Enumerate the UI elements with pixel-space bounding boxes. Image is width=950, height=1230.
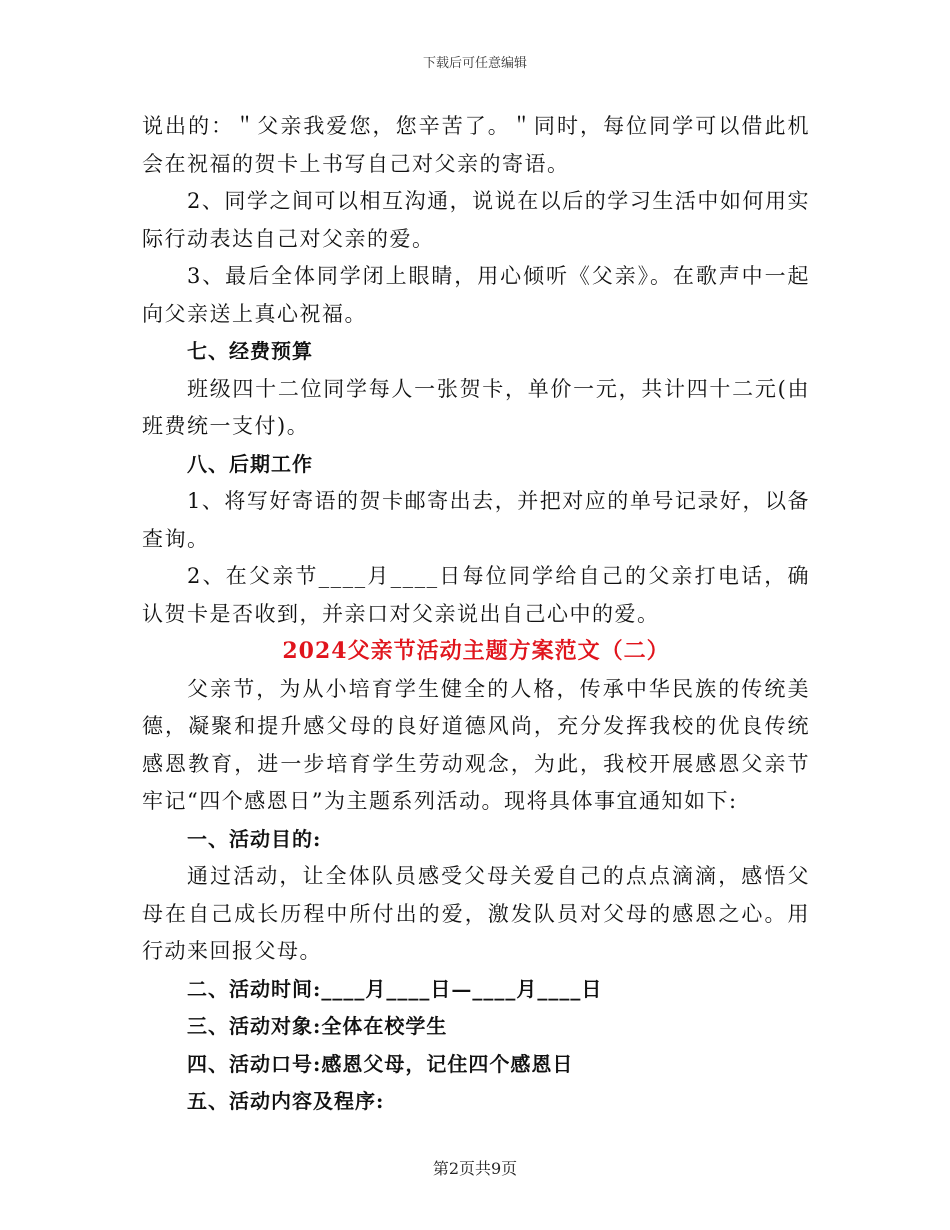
- section-heading-purpose: 一、活动目的:: [187, 826, 322, 851]
- paragraph-followup-1: 1、将写好寄语的贺卡邮寄出去，并把对应的单号记录好，以备查询。: [142, 489, 810, 551]
- paragraph-item-3: 3、最后全体同学闭上眼睛，用心倾听《父亲》。在歌声中一起向父亲送上真心祝福。: [142, 264, 810, 326]
- document-title: 2024父亲节活动主题方案范文（二）: [282, 638, 670, 664]
- section-heading-time: 二、活动时间:____月____日—____月____日: [187, 976, 603, 1001]
- section-heading-content: 五、活动内容及程序:: [187, 1089, 385, 1113]
- paragraph-quote-continuation: 说出的：＂父亲我爱您，您辛苦了。＂同时，每位同学可以借此机会在祝福的贺卡上书写自己对父亲的寄语。: [142, 114, 810, 176]
- paragraph-followup-2: 2、在父亲节____月____日每位同学给自己的父亲打电话，确认贺卡是否收到，并亲口对父亲说出自己心中的爱。: [142, 564, 810, 626]
- paragraph-item-2: 2、同学之间可以相互沟通，说说在以后的学习生活中如何用实际行动表达自己对父亲的爱。: [142, 189, 810, 251]
- section-heading-target: 三、活动对象:全体在校学生: [187, 1014, 448, 1038]
- paragraph-budget: 班级四十二位同学每人一张贺卡，单价一元，共计四十二元(由班费统一支付)。: [142, 376, 810, 438]
- document-body: [142, 108, 810, 1121]
- page-footer: 第2页共9页: [432, 1159, 518, 1178]
- paragraph-intro: 父亲节，为从小培育学生健全的人格，传承中华民族的传统美德，凝聚和提升感父母的良好道德风尚，充分发挥我校的优良传统感恩教育，进一步培育学生劳动观念，为此，我校开展感恩父亲节牢记“四个感恩日”为主题系列活动。现将具体事宜通知如下:: [142, 676, 810, 813]
- page-header: 下载后可任意编辑: [422, 56, 527, 71]
- section-heading-followup: 八、后期工作: [187, 451, 313, 476]
- section-heading-budget: 七、经费预算: [187, 339, 313, 363]
- paragraph-purpose: 通过活动，让全体队员感受父母关爱自己的点点滴滴，感悟父母在自己成长历程中所付出的爱，激发队员对父母的感恩之心。用行动来回报父母。: [142, 864, 810, 963]
- section-heading-slogan: 四、活动口号:感恩父母，记住四个感恩日: [187, 1051, 574, 1076]
